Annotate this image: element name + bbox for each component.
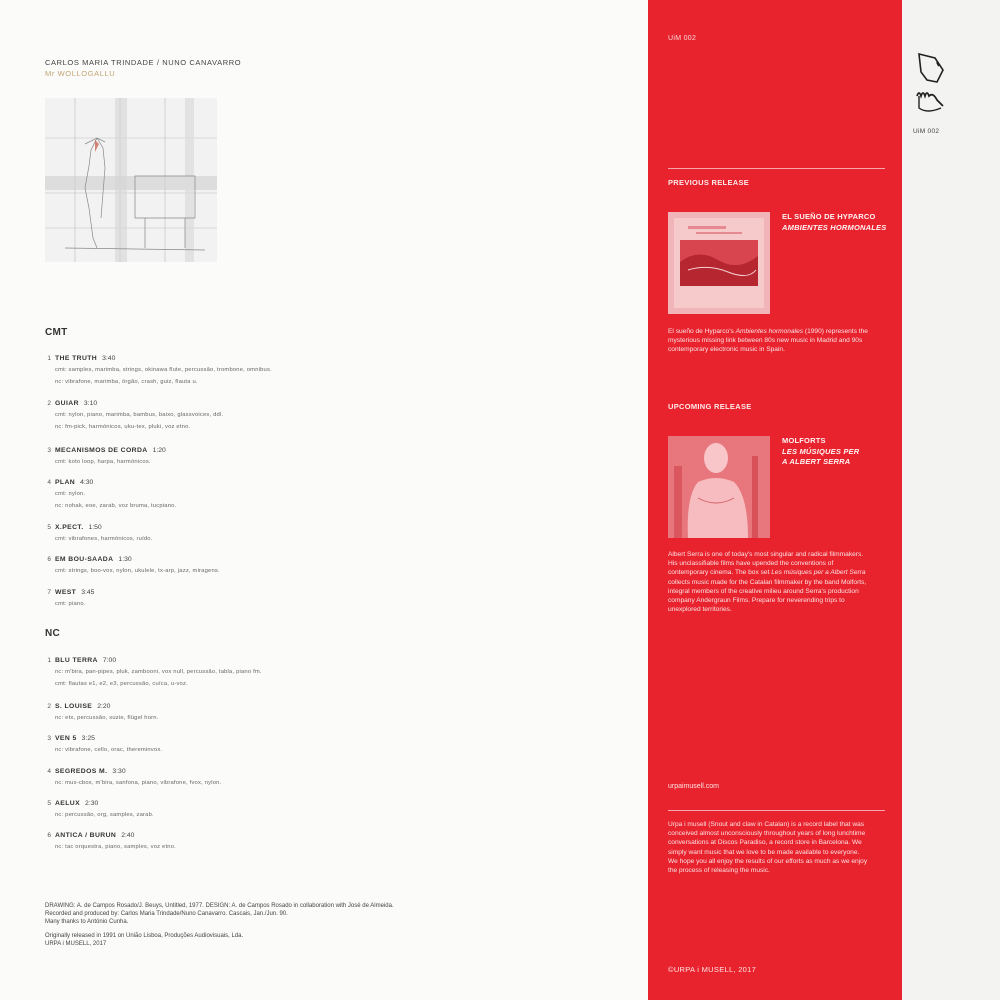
- track-title: THE TRUTH: [55, 354, 98, 362]
- track-number: 5: [47, 523, 51, 531]
- track-heading: [40, 700, 600, 712]
- track-item: [40, 553, 600, 577]
- track-duration: 4:30: [80, 478, 94, 486]
- track-credit: nc: percussão, org, samples, zarab.: [55, 812, 154, 818]
- track-credit: cmt: koto loop, harpa, harmónicos.: [55, 459, 151, 465]
- track-heading: [40, 797, 600, 809]
- track-number: 1: [47, 656, 51, 664]
- track-number: 3: [47, 446, 51, 454]
- track-heading: [40, 476, 600, 488]
- track-duration: 3:10: [83, 399, 98, 407]
- upcoming-release-artist: MOLFORTS: [782, 436, 826, 445]
- track-duration: 1:20: [152, 446, 166, 454]
- track-title: GUIAR: [55, 399, 79, 407]
- track-credit: nc: vibrafone, cello, orac, thereminvox.: [55, 747, 163, 753]
- track-credit: cmt: nylon.: [55, 491, 86, 497]
- track-duration: 7:00: [102, 656, 117, 664]
- track-heading: [40, 397, 600, 409]
- upcoming-release-description: Albert Serra is one of today's most singular and radical filmmakers. His unclassifiable films have upended the conventions of contemporary cinema. The box set Les músiques per a Albert Serra collects music made for the Catalan filmmaker by the band Molforts, integral members of the creative milieu around Serra's production company Andergraun Films. Prepare for neverending trips to unexplored territories.: [668, 551, 867, 614]
- track-credit: nc: fm-pick, harmónicos, uku-tex, pluki, voz etno.: [55, 424, 191, 430]
- track-heading: [40, 586, 600, 598]
- track-duration: 1:50: [88, 523, 102, 531]
- track-credit: cmt: piano.: [55, 601, 86, 607]
- track-title: SEGREDOS M.: [55, 767, 108, 775]
- cover-drawing: [45, 98, 217, 262]
- track-number: 2: [47, 399, 51, 407]
- snout-claw-logo: [913, 52, 947, 118]
- track-duration: 3:40: [102, 354, 116, 362]
- track-number: 3: [47, 734, 51, 742]
- track-duration: 3:30: [112, 767, 126, 775]
- track-credit: cmt: flautas e1, e2, e3, percussão, cuíca, u-voz.: [55, 681, 188, 687]
- track-heading: [40, 444, 600, 456]
- credit-line: Many thanks to António Cunha.: [45, 919, 129, 926]
- credit-line: Originally released in 1991 on União Lisboa, Produções Audiovisuais, Lda.: [45, 932, 244, 939]
- upcoming-release-cover: [668, 436, 770, 538]
- previous-release-artist: EL SUEÑO DE HYPARCO: [782, 212, 876, 221]
- track-credit: cmt: strings, boo-vox, nylon, ukulele, tx-arp, jazz, miragens.: [55, 568, 220, 574]
- track-duration: 2:30: [85, 799, 99, 807]
- previous-release-description: El sueño de Hyparco's Ambientes hormonales (1990) represents the mysterious missing link between 80s new music in Madrid and 90s contemporary electronic music in Spain.: [668, 328, 868, 354]
- side-b-title: NC: [45, 628, 61, 639]
- track-heading: [40, 765, 600, 777]
- label-info-panel: [648, 0, 902, 1000]
- divider: [668, 810, 885, 811]
- track-duration: 2:40: [121, 831, 135, 839]
- track-number: 6: [47, 831, 51, 839]
- track-number: 1: [47, 354, 51, 362]
- track-credit: nc: etx, percussão, suzie, flügel horn.: [55, 715, 159, 721]
- side-a-title: CMT: [45, 327, 68, 338]
- previous-release-cover: [668, 212, 770, 314]
- track-heading: [40, 553, 600, 565]
- track-credit: nc: vibrafone, marimba, órgão, crash, guiz, flauta u.: [55, 379, 198, 385]
- track-title: PLAN: [55, 478, 76, 486]
- track-number: 4: [47, 767, 51, 775]
- credit-line: URPA i MUSELL, 2017: [45, 940, 107, 947]
- track-item: [40, 765, 600, 789]
- website-link[interactable]: urpaimusell.com: [668, 783, 719, 790]
- track-duration: 3:25: [81, 734, 95, 742]
- track-credit: nc: m'bira, pan-pipes, pluk, zambooni, vox null, percussão, tabla, piano fm.: [55, 669, 262, 675]
- divider: [668, 168, 885, 169]
- track-number: 6: [47, 555, 51, 563]
- track-credit: nc: tac orquestra, piano, samples, voz etno.: [55, 844, 176, 850]
- upcoming-release-album-line2: A ALBERT SERRA: [782, 457, 851, 466]
- track-item: [40, 829, 600, 853]
- catalog-number: UiM 002: [668, 35, 697, 42]
- track-heading: [40, 732, 600, 744]
- previous-release-album: AMBIENTES HORMONALES: [782, 222, 887, 232]
- track-item: [40, 444, 600, 468]
- track-item: [40, 654, 600, 690]
- track-item: [40, 797, 600, 821]
- track-credit: cmt: samples, marimba, strings, okinawa flute, percussão, trombone, omnibus.: [55, 367, 272, 373]
- credits-block: [45, 902, 605, 948]
- track-title: X.PECT.: [55, 523, 84, 531]
- track-heading: [40, 521, 600, 533]
- track-number: 7: [47, 588, 51, 596]
- track-credit: nc: nohak, eoe, zarab, voz bruma, tucpiano.: [55, 503, 177, 509]
- track-credit: cmt: vibrafones, harmónicos, ruído.: [55, 536, 153, 542]
- track-heading: [40, 654, 600, 666]
- track-duration: 3:45: [81, 588, 95, 596]
- label-about: Urpa i musell (Snout and claw in Catalan) is a record label that was conceived almost unconsciously throughout years of long lunchtime conversations at Discos Paradiso, a record store in Barcelona. We simply want music that we love to be made available to everyone. We hope you all enjoy the results of our efforts as much as we enjoy the process of releasing the music.: [668, 821, 868, 875]
- track-title: S. LOUISE: [55, 702, 93, 710]
- track-item: [40, 352, 600, 388]
- track-title: EM BOU-SAADA: [55, 555, 114, 563]
- track-title: MECANISMOS DE CORDA: [55, 446, 148, 454]
- track-title: AELUX: [55, 799, 81, 807]
- track-item: [40, 732, 600, 756]
- track-heading: [40, 352, 600, 364]
- upcoming-release-label: UPCOMING RELEASE: [668, 402, 752, 411]
- track-heading: [40, 829, 600, 841]
- track-item: [40, 700, 600, 724]
- track-duration: 1:30: [118, 555, 132, 563]
- track-credit: cmt: nylon, piano, marimba, bambus, baixo, glassvoices, ddl.: [55, 412, 224, 418]
- track-item: [40, 586, 600, 610]
- track-title: BLU TERRA: [55, 656, 98, 664]
- track-title: ANTICA / BURUN: [55, 831, 117, 839]
- credit-line: DRAWING: A. de Campos Rosado/J. Beuys, Untitled, 1977. DESIGN: A. de Campos Rosado in collaboration with José de Almeida.: [45, 903, 394, 909]
- upcoming-release-album-line1: LES MÚSIQUES PER: [782, 446, 860, 456]
- spine-strip: [902, 0, 1000, 1000]
- track-item: [40, 476, 600, 512]
- track-item: [40, 521, 600, 545]
- track-item: [40, 397, 600, 433]
- track-title: VEN 5: [55, 734, 77, 742]
- copyright: ©URPA i MUSELL, 2017: [668, 965, 757, 974]
- credit-line: Recorded and produced by: Carlos Maria Trindade/Nuno Canavarro. Cascais, Jan./Jun. 90.: [45, 911, 288, 918]
- track-duration: 2:20: [97, 702, 111, 710]
- spine-catalog-number: UiM 002: [913, 128, 940, 135]
- upcoming-release-title: [782, 436, 859, 468]
- track-title: WEST: [55, 588, 77, 596]
- track-credit: nc: mus-cbox, m'bira, sanfona, piano, vibrafone, fvox, nylon.: [55, 780, 222, 786]
- album-title: Mr WOLLOGALLU: [45, 69, 116, 78]
- previous-release-label: PREVIOUS RELEASE: [668, 178, 750, 187]
- track-number: 4: [47, 478, 51, 486]
- track-number: 5: [47, 799, 51, 807]
- track-number: 2: [47, 702, 51, 710]
- artist-names: CARLOS MARIA TRINDADE / NUNO CANAVARRO: [45, 58, 242, 67]
- previous-release-title: [782, 212, 886, 233]
